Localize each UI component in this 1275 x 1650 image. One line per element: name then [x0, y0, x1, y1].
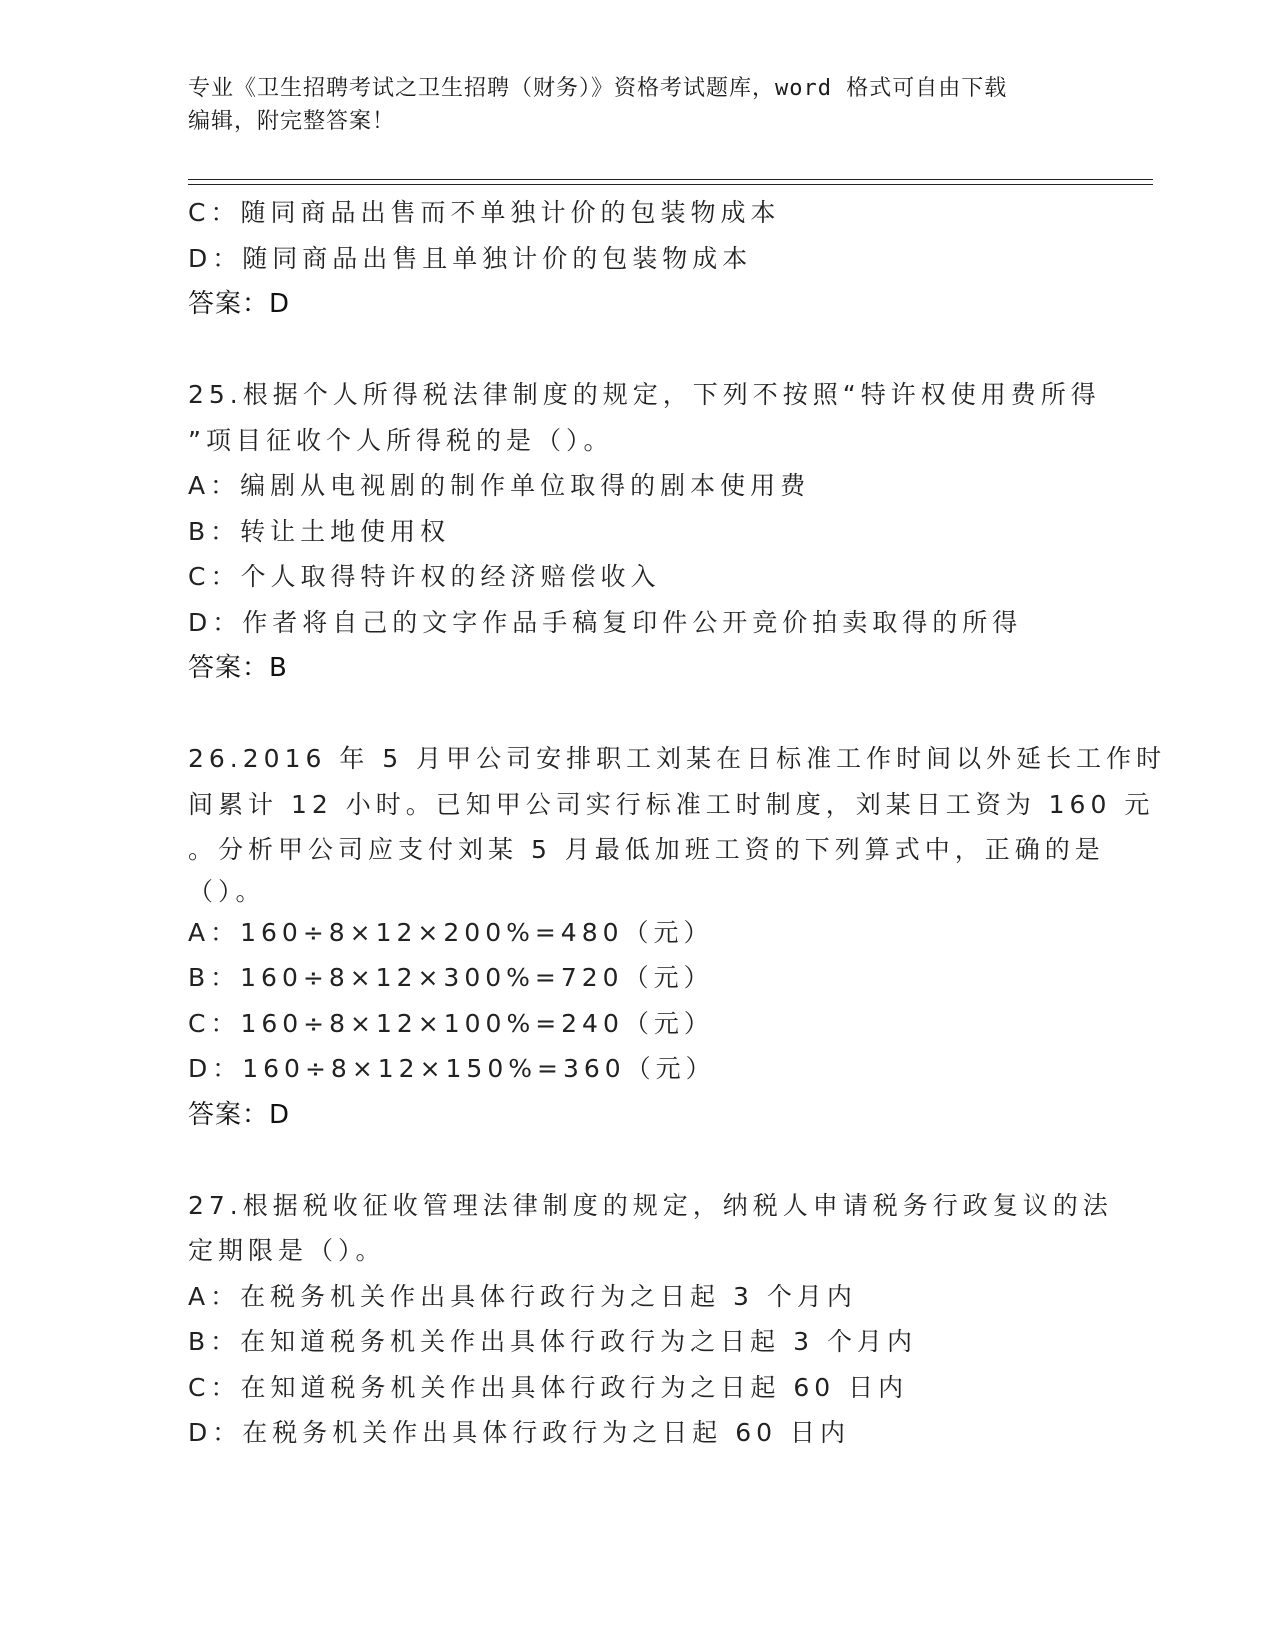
option-b: B：160÷8×12×300%=720（元） — [188, 963, 714, 992]
question-26 — [188, 736, 1167, 1138]
document-header — [188, 72, 1068, 138]
option-b: B：转让土地使用权 — [188, 516, 451, 546]
question-stem-line: 25.根据个人所得税法律制度的规定，下列不按照“特许权使用费所得 — [188, 380, 1101, 409]
question-stem-line: 26.2016 年 5 月甲公司安排职工刘某在日标准工作时间以外延长工作时 — [188, 744, 1167, 773]
answer-line: 答案：D — [188, 1099, 291, 1130]
option-d: D：在税务机关作出具体行政行为之日起 60 日内 — [188, 1418, 850, 1447]
answer-line: 答案：D — [188, 289, 291, 319]
option-a: A：160÷8×12×200%=480（元） — [188, 917, 714, 947]
spacer — [188, 691, 1088, 736]
question-stem-line: 27.根据税收征收管理法律制度的规定，纳税人申请税务行政复议的法 — [188, 1190, 1113, 1220]
question-stem-line: （）。 — [188, 876, 266, 906]
option-b: B：在知道税务机关作出具体行政行为之日起 3 个月内 — [188, 1327, 917, 1356]
option-c: C：随同商品出售而不单独计价的包装物成本 — [188, 198, 781, 227]
question-stem-line: 定期限是（）。 — [188, 1236, 386, 1265]
option-d: D：随同商品出售且单独计价的包装物成本 — [188, 243, 753, 273]
header-divider-top — [188, 179, 1153, 180]
option-d: D：160÷8×12×150%=360（元） — [188, 1054, 716, 1083]
question-stem-line: 。分析甲公司应支付刘某 5 月最低加班工资的下列算式中，正确的是 — [188, 835, 1105, 864]
option-a: A：在税务机关作出具体行政行为之日起 3 个月内 — [188, 1281, 857, 1311]
option-c: C：在知道税务机关作出具体行政行为之日起 60 日内 — [188, 1372, 909, 1402]
question-content — [188, 190, 1167, 1456]
spacer — [188, 1138, 1088, 1183]
previous-question-tail — [188, 190, 1088, 327]
spacer — [188, 327, 1088, 372]
option-c: C：160÷8×12×100%=240（元） — [188, 1008, 714, 1038]
question-25 — [188, 372, 1101, 691]
header-line-2: 编辑，附完整答案！ — [188, 109, 396, 134]
answer-line: 答案：B — [188, 653, 288, 683]
question-stem-line: ”项目征收个人所得税的是（）。 — [188, 425, 614, 455]
question-27 — [188, 1183, 1113, 1456]
option-a: A：编剧从电视剧的制作单位取得的剧本使用费 — [188, 471, 811, 500]
question-stem-line: 间累计 12 小时。已知甲公司实行标准工时制度，刘某日工资为 160 元 — [188, 789, 1155, 819]
header-divider-bottom — [188, 184, 1153, 185]
header-line-1: 专业《卫生招聘考试之卫生招聘（财务）》资格考试题库，word 格式可自由下载 — [188, 76, 1008, 101]
option-c: C：个人取得特许权的经济赔偿收入 — [188, 562, 661, 591]
option-d: D：作者将自己的文字作品手稿复印件公开竞价拍卖取得的所得 — [188, 607, 1023, 637]
